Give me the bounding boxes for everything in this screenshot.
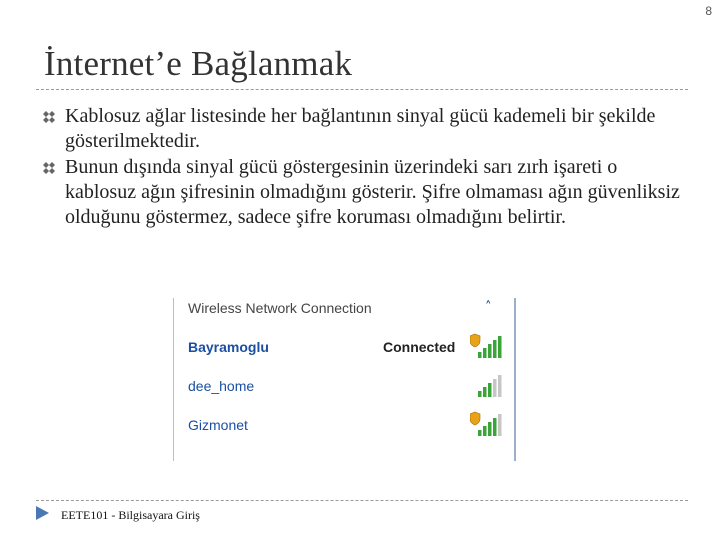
bullet-item bbox=[40, 155, 680, 230]
panel-left-edge bbox=[173, 298, 174, 461]
signal-bar bbox=[498, 414, 502, 436]
panel-scrollbar-edge[interactable] bbox=[514, 298, 516, 461]
bullet-item bbox=[40, 104, 680, 154]
signal-strength-icon bbox=[470, 372, 502, 398]
signal-bar bbox=[498, 375, 502, 397]
shield-icon bbox=[470, 412, 480, 425]
network-name: Gizmonet bbox=[188, 417, 248, 433]
slide-title: İnternet’e Bağlanmak bbox=[44, 44, 353, 83]
wireless-network-panel bbox=[175, 297, 515, 461]
footer-divider bbox=[36, 500, 688, 501]
chevron-up-icon[interactable]: ˄ bbox=[485, 300, 492, 315]
signal-bar bbox=[478, 391, 482, 397]
shield-icon bbox=[470, 334, 480, 347]
signal-bar bbox=[493, 340, 497, 358]
signal-bar bbox=[483, 426, 487, 436]
signal-bar bbox=[478, 352, 482, 358]
signal-bar bbox=[483, 387, 487, 397]
bullet-text: Bunun dışında sinyal gücü göstergesinin üzerindeki sarı zırh işareti o kablosuz ağın şifresinin olmadığını gösterir. Şifre olmaması ağın güvenliksiz olduğunu göstermez, sadece şifre koruması olmadığını belirtir. bbox=[65, 156, 680, 228]
signal-bar bbox=[483, 348, 487, 358]
bullet-text: Kablosuz ağlar listesinde her bağlantının sinyal gücü kademeli bir şekilde gösterilmektedir. bbox=[65, 105, 656, 152]
network-name: Bayramoglu bbox=[188, 339, 269, 355]
network-status: Connected bbox=[383, 339, 456, 355]
network-row-bayramoglu[interactable] bbox=[175, 333, 515, 363]
signal-bar bbox=[488, 344, 492, 358]
bullet-list bbox=[40, 104, 680, 231]
four-diamond-bullet-icon bbox=[43, 111, 55, 123]
signal-bar bbox=[493, 379, 497, 397]
signal-bar bbox=[488, 422, 492, 436]
panel-title: Wireless Network Connection bbox=[188, 300, 372, 316]
four-diamond-bullet-icon bbox=[43, 162, 55, 174]
signal-strength-shield-icon bbox=[470, 411, 502, 437]
footer-text: EETE101 - Bilgisayara Giriş bbox=[61, 508, 200, 522]
network-name: dee_home bbox=[188, 378, 255, 394]
signal-bar bbox=[493, 418, 497, 436]
signal-bar bbox=[498, 336, 502, 358]
footer-arrow-icon bbox=[36, 506, 49, 520]
network-row-gizmonet[interactable] bbox=[175, 411, 515, 441]
network-row-dee-home[interactable] bbox=[175, 372, 515, 402]
signal-bar bbox=[488, 383, 492, 397]
title-divider bbox=[36, 89, 688, 90]
signal-strength-shield-icon bbox=[470, 333, 502, 359]
signal-bar bbox=[478, 430, 482, 436]
slide-number: 8 bbox=[705, 4, 712, 18]
